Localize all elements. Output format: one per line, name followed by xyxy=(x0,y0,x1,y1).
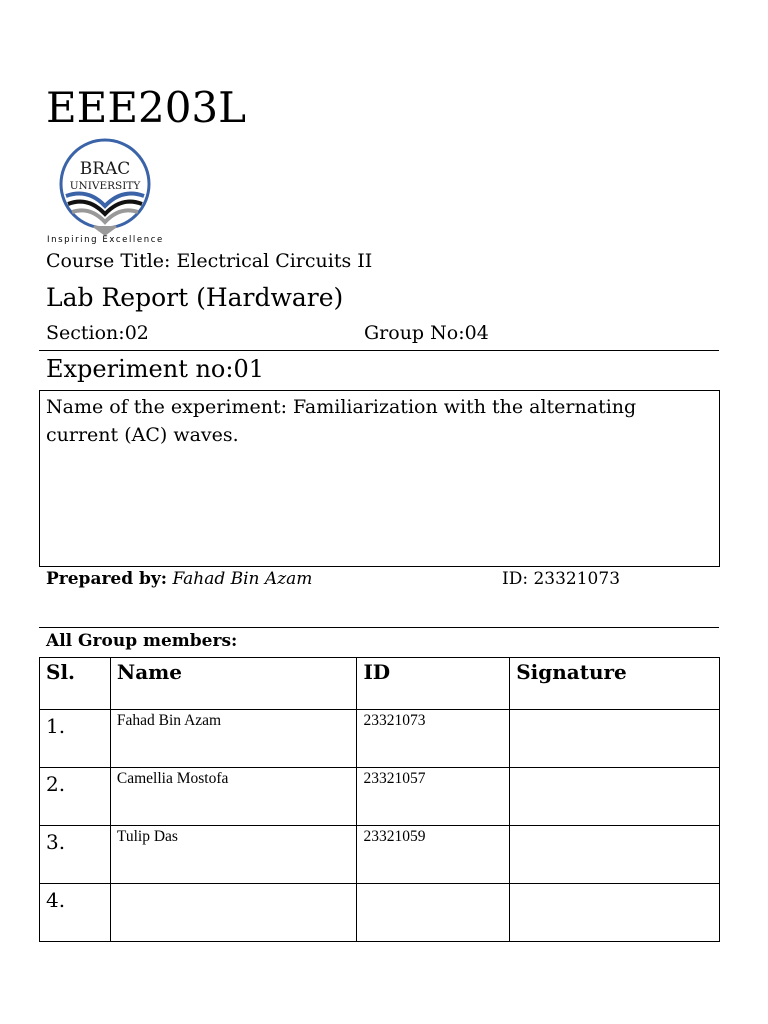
column-header-id: ID xyxy=(357,658,510,710)
table-row xyxy=(40,768,720,826)
row-signature xyxy=(510,826,720,884)
row-signature xyxy=(510,768,720,826)
row-name: Fahad Bin Azam xyxy=(110,710,357,768)
group-members-table xyxy=(39,657,720,942)
logo-brac-text: BRAC xyxy=(79,159,131,179)
row-signature xyxy=(510,884,720,942)
divider-line xyxy=(39,627,719,628)
column-header-sl: Sl. xyxy=(40,658,111,710)
course-code: EEE203L xyxy=(46,83,247,132)
row-name: Tulip Das xyxy=(110,826,357,884)
prepared-by-label: Prepared by: xyxy=(46,569,168,589)
logo-university-text: UNIVERSITY xyxy=(69,180,141,192)
row-sl: 2. xyxy=(40,768,111,826)
book-spine xyxy=(94,226,116,234)
prepared-by-id: ID: 23321073 xyxy=(502,569,621,589)
column-header-name: Name xyxy=(110,658,357,710)
logo-tagline: Inspiring Excellence xyxy=(47,235,164,245)
table-row xyxy=(40,710,720,768)
group-number: Group No:04 xyxy=(364,322,489,344)
table-header-row xyxy=(40,658,720,710)
section-number: Section:02 xyxy=(46,322,149,344)
divider-line xyxy=(39,350,719,351)
row-sl: 1. xyxy=(40,710,111,768)
row-sl: 4. xyxy=(40,884,111,942)
table-row xyxy=(40,884,720,942)
experiment-number: Experiment no:01 xyxy=(46,355,264,383)
brac-university-logo xyxy=(44,134,170,248)
row-id: 23321073 xyxy=(357,710,510,768)
column-header-signature: Signature xyxy=(510,658,720,710)
experiment-name-box xyxy=(39,390,720,567)
row-name: Camellia Mostofa xyxy=(110,768,357,826)
course-title: Course Title: Electrical Circuits II xyxy=(46,250,373,272)
row-id: 23321057 xyxy=(357,768,510,826)
row-id: 23321059 xyxy=(357,826,510,884)
row-name xyxy=(110,884,357,942)
prepared-by-name: Fahad Bin Azam xyxy=(172,569,313,589)
row-id xyxy=(357,884,510,942)
table-row xyxy=(40,826,720,884)
report-type: Lab Report (Hardware) xyxy=(46,283,344,312)
group-members-label: All Group members: xyxy=(46,631,238,651)
prepared-by xyxy=(46,567,312,591)
row-signature xyxy=(510,710,720,768)
experiment-name: Name of the experiment: Familiarization with the alternating current (AC) waves. xyxy=(46,396,637,446)
row-sl: 3. xyxy=(40,826,111,884)
